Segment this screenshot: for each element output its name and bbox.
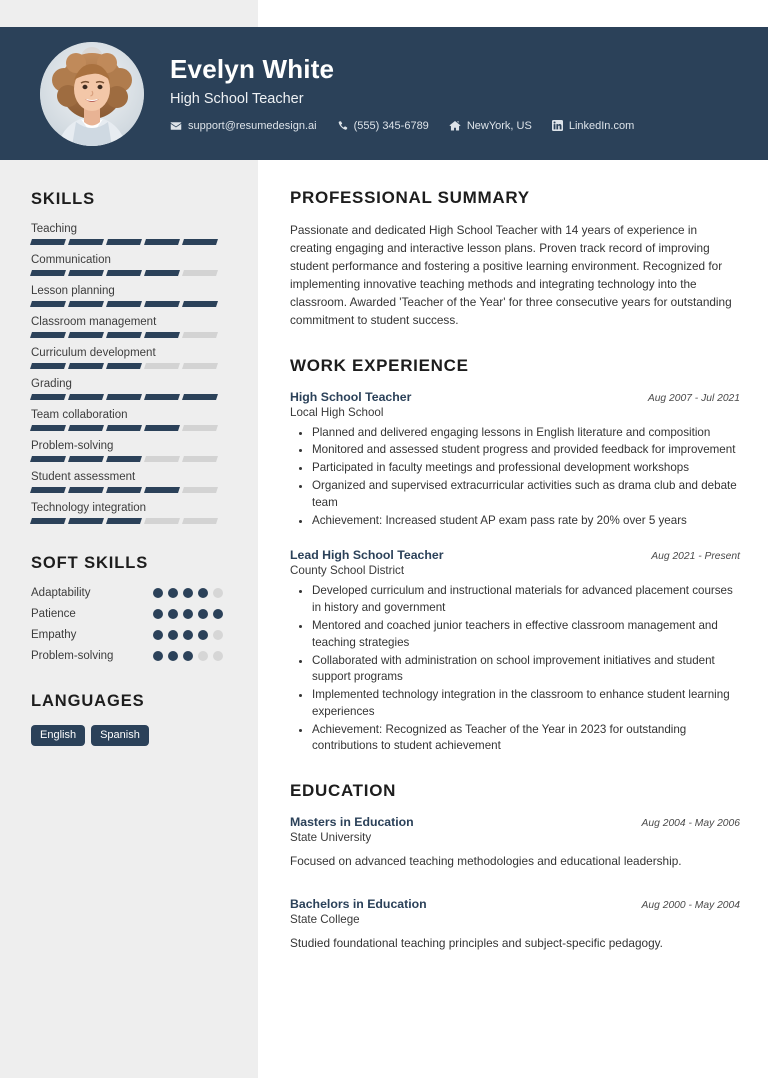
skill-segment [182, 394, 218, 400]
skill-bar [31, 518, 232, 524]
skill-segment [144, 270, 180, 276]
list-item: • Planned and delivered engaging lessons in English literature and composition [312, 425, 740, 442]
skill-item [31, 254, 232, 276]
resume-header [0, 27, 768, 160]
rating-dot [198, 588, 208, 598]
skill-segment [144, 363, 180, 369]
rating-dot [168, 651, 178, 661]
skill-label: Communication [31, 254, 111, 266]
person-role: High School Teacher [170, 90, 304, 107]
skill-segment [144, 487, 180, 493]
experience-organization: Local High School [290, 405, 384, 419]
rating-dot [198, 651, 208, 661]
skill-segment [68, 394, 104, 400]
skill-segment [144, 425, 180, 431]
list-item: • Participated in faculty meetings and professional development workshops [312, 460, 740, 477]
home-icon [449, 120, 461, 132]
skill-bar [31, 363, 232, 369]
contact-phone-text: (555) 345-6789 [353, 119, 429, 132]
skill-segment [106, 270, 142, 276]
spacer [290, 533, 740, 548]
skill-bar [31, 332, 232, 338]
soft-skills-heading: SOFT SKILLS [31, 554, 149, 572]
skill-segment [30, 394, 66, 400]
rating-dot [213, 630, 223, 640]
education-institution: State University [290, 831, 372, 845]
experience-entry-header [290, 548, 740, 562]
soft-skill-dots [153, 609, 223, 619]
soft-skill-item [31, 650, 232, 662]
skill-bar [31, 301, 232, 307]
contact-email[interactable] [170, 120, 317, 132]
education-entry-header [290, 815, 740, 829]
skill-segment [30, 301, 66, 307]
skill-segment [30, 456, 66, 462]
rating-dot [153, 651, 163, 661]
list-item: • Achievement: Recognized as Teacher of the Year in 2023 for outstanding contributions to student achievement [312, 722, 740, 756]
rating-dot [183, 609, 193, 619]
list-item: • Implemented technology integration in the classroom to enhance student learning experiences [312, 687, 740, 721]
experience-bullets [290, 425, 740, 530]
rating-dot [168, 588, 178, 598]
skill-label: Technology integration [31, 502, 147, 514]
languages-heading: LANGUAGES [31, 692, 145, 710]
skill-label: Curriculum development [31, 347, 156, 359]
rating-dot [168, 609, 178, 619]
skill-segment [182, 301, 218, 307]
contact-location[interactable] [449, 120, 532, 132]
soft-skill-label: Empathy [31, 629, 77, 641]
skill-segment [182, 270, 218, 276]
rating-dot [198, 630, 208, 640]
education-date: Aug 2004 - May 2006 [641, 818, 740, 830]
list-item: • Mentored and coached junior teachers in effective classroom management and teaching strategies [312, 618, 740, 652]
education-institution: State College [290, 912, 360, 926]
skill-item [31, 316, 232, 338]
education-degree: Masters in Education [290, 815, 414, 830]
skill-segment [68, 239, 104, 245]
skill-segment [30, 363, 66, 369]
skill-segment [106, 363, 142, 369]
experience-entry-header [290, 390, 740, 404]
contact-email-text: support@resumedesign.ai [188, 119, 317, 132]
experience-bullets [290, 583, 740, 755]
phone-icon [337, 120, 348, 132]
list-item: • Monitored and assessed student progress and provided feedback for improvement [312, 442, 740, 459]
spacer [290, 875, 740, 897]
skill-item [31, 440, 232, 462]
rating-dot [183, 651, 193, 661]
list-item: • Achievement: Increased student AP exam pass rate by 20% over 5 years [312, 513, 740, 530]
education-heading: EDUCATION [290, 781, 397, 801]
language-tag[interactable]: Spanish [91, 725, 149, 746]
experience-entry [290, 390, 740, 530]
linkedin-icon [552, 120, 563, 131]
skill-label: Student assessment [31, 471, 136, 483]
contact-linkedin-text: LinkedIn.com [568, 119, 635, 132]
skill-label: Teaching [31, 223, 78, 235]
skill-segment [30, 518, 66, 524]
experience-date: Aug 2021 - Present [651, 551, 740, 563]
skill-segment [68, 363, 104, 369]
language-tag[interactable]: English [31, 725, 85, 746]
skill-item [31, 409, 232, 431]
skill-item [31, 471, 232, 493]
experience-entry [290, 548, 740, 755]
skill-segment [68, 270, 104, 276]
skill-segment [182, 363, 218, 369]
experience-organization: County School District [290, 564, 405, 578]
skill-bar [31, 239, 232, 245]
summary-text: Passionate and dedicated High School Teacher with 14 years of experience in creating engaging and interactive lesson plans. Proven track record of improving student performance and fostering a positive learning environment. Recognized for implementing innovative teaching methods and integrating technology into the classroom. Awarded 'Teacher of the Year' for three consecutive years for outstanding commitment to student success. [290, 223, 732, 327]
list-item: • Collaborated with administration on school improvement initiatives and student support programs [312, 653, 740, 687]
contact-location-text: NewYork, US [466, 119, 532, 132]
skill-bar [31, 394, 232, 400]
soft-skill-dots [153, 588, 223, 598]
experience-title: High School Teacher [290, 389, 412, 404]
profile-photo-icon [40, 42, 144, 146]
education-description: Focused on advanced teaching methodologies and educational leadership. [290, 854, 682, 869]
summary-heading: PROFESSIONAL SUMMARY [290, 188, 530, 207]
skill-item [31, 223, 232, 245]
soft-skill-item [31, 629, 232, 641]
skills-list [31, 223, 232, 524]
skill-segment [144, 301, 180, 307]
soft-skill-dots [153, 651, 223, 661]
soft-skill-item [31, 587, 232, 599]
skill-bar [31, 270, 232, 276]
rating-dot [168, 630, 178, 640]
soft-skills-list [31, 587, 232, 662]
skill-segment [68, 332, 104, 338]
skill-item [31, 285, 232, 307]
skill-segment [144, 518, 180, 524]
skill-item [31, 502, 232, 524]
contact-linkedin[interactable] [552, 120, 634, 132]
education-entry-header [290, 897, 740, 911]
skill-segment [182, 332, 218, 338]
skill-segment [182, 425, 218, 431]
skill-item [31, 347, 232, 369]
skill-item [31, 378, 232, 400]
contact-list [170, 120, 634, 132]
skill-segment [106, 301, 142, 307]
soft-skill-label: Adaptability [31, 587, 91, 599]
skill-bar [31, 425, 232, 431]
experience-date: Aug 2007 - Jul 2021 [647, 392, 740, 404]
rating-dot [153, 609, 163, 619]
header-text-block [170, 55, 634, 132]
soft-skill-item [31, 608, 232, 620]
skills-heading: SKILLS [31, 190, 96, 208]
rating-dot [183, 630, 193, 640]
skill-label: Grading [31, 378, 72, 390]
skill-segment [106, 487, 142, 493]
skill-segment [144, 332, 180, 338]
person-name: Evelyn White [170, 54, 335, 85]
skill-segment [144, 394, 180, 400]
skill-label: Classroom management [31, 316, 157, 328]
skill-segment [106, 332, 142, 338]
skill-segment [68, 456, 104, 462]
envelope-icon [170, 120, 182, 132]
skill-segment [182, 518, 218, 524]
skill-segment [182, 487, 218, 493]
experience-heading: WORK EXPERIENCE [290, 355, 469, 375]
education-description: Studied foundational teaching principles and subject-specific pedagogy. [290, 935, 663, 950]
skill-segment [68, 518, 104, 524]
skill-segment [30, 332, 66, 338]
contact-phone[interactable] [337, 120, 429, 132]
rating-dot [213, 609, 223, 619]
rating-dot [153, 630, 163, 640]
rating-dot [213, 651, 223, 661]
education-degree: Bachelors in Education [290, 896, 427, 911]
skill-segment [106, 456, 142, 462]
skill-label: Problem-solving [31, 440, 114, 452]
main-content [258, 160, 768, 957]
rating-dot [213, 588, 223, 598]
soft-skill-dots [153, 630, 223, 640]
skill-segment [144, 239, 180, 245]
skill-segment [144, 456, 180, 462]
skill-segment [106, 425, 142, 431]
skill-segment [68, 301, 104, 307]
skill-segment [68, 487, 104, 493]
rating-dot [153, 588, 163, 598]
education-date: Aug 2000 - May 2004 [641, 899, 740, 911]
skill-label: Team collaboration [31, 409, 128, 421]
sidebar [0, 160, 258, 746]
education-entry [290, 897, 740, 953]
skill-segment [106, 239, 142, 245]
rating-dot [183, 588, 193, 598]
skill-bar [31, 456, 232, 462]
list-item: • Developed curriculum and instructional materials for advanced placement courses in history and government [312, 583, 740, 617]
experience-title: Lead High School Teacher [290, 548, 444, 563]
skill-segment [106, 518, 142, 524]
soft-skill-label: Patience [31, 608, 76, 620]
languages-list [31, 725, 232, 746]
soft-skill-label: Problem-solving [31, 650, 114, 662]
skill-segment [30, 270, 66, 276]
skill-segment [106, 394, 142, 400]
skill-segment [30, 487, 66, 493]
skill-segment [30, 239, 66, 245]
skill-label: Lesson planning [31, 285, 115, 297]
skill-segment [182, 239, 218, 245]
avatar [40, 42, 144, 146]
rating-dot [198, 609, 208, 619]
education-entry [290, 815, 740, 871]
list-item: • Organized and supervised extracurricular activities such as drama club and debate team [312, 478, 740, 512]
skill-bar [31, 487, 232, 493]
skill-segment [182, 456, 218, 462]
skill-segment [68, 425, 104, 431]
skill-segment [30, 425, 66, 431]
